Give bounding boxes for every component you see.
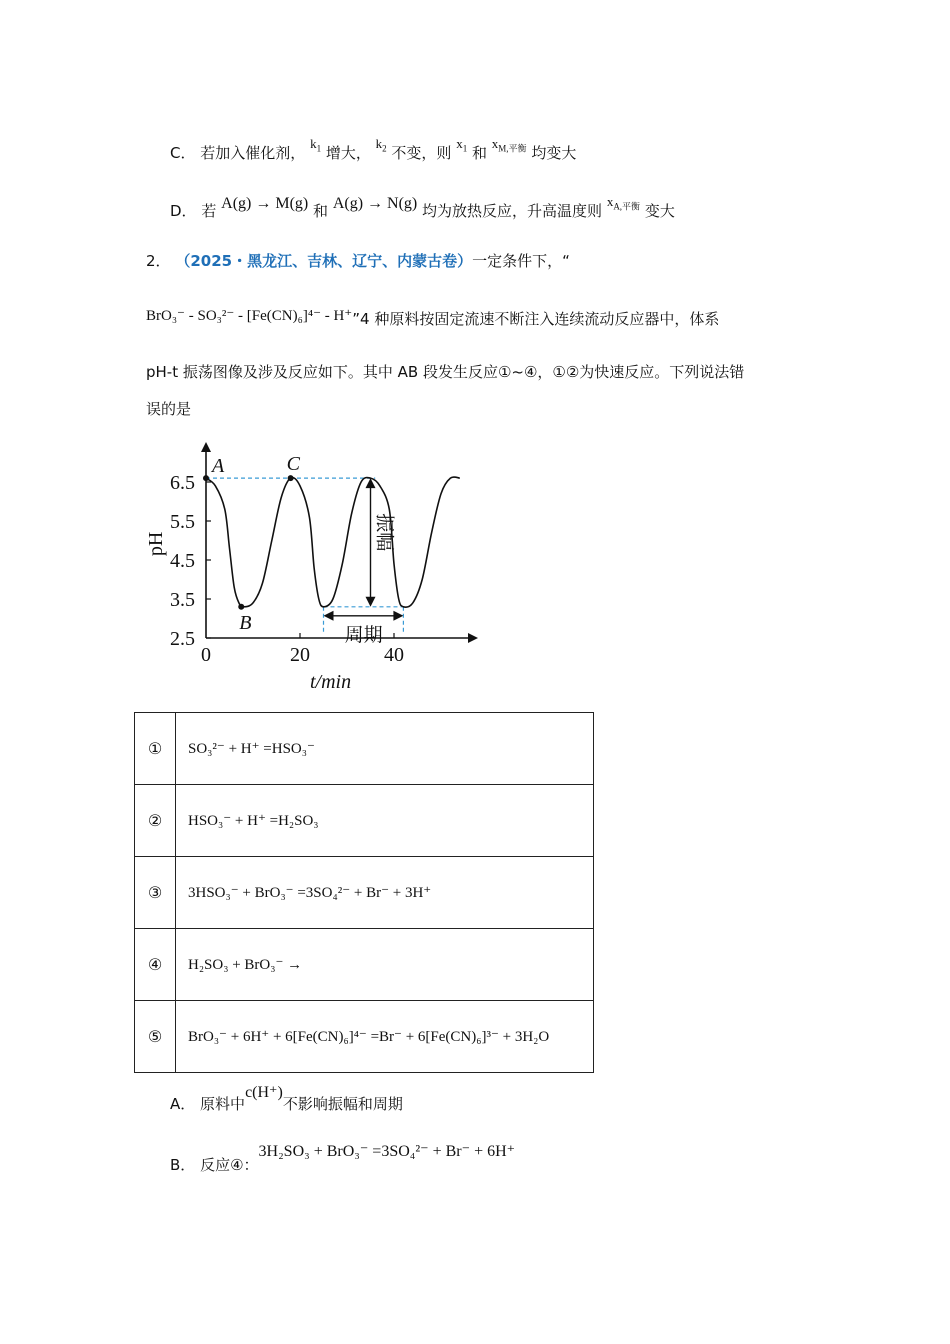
x-axis-label: t/min <box>310 671 352 693</box>
option-d-eq-1: A(g) → M(g) <box>221 195 309 212</box>
y-axis-label: pH <box>145 531 167 557</box>
option-c-text-2: 增大， <box>325 144 371 162</box>
reaction-equation: 3HSO₃⁻ + BrO₃⁻ =3SO₄²⁻ + Br⁻ + 3H⁺ <box>176 857 594 929</box>
y-tick-label: 6.5 <box>170 472 195 494</box>
reaction-number: ④ <box>135 929 176 1001</box>
question-line-2 <box>146 308 719 329</box>
option-b-eq: 3H₂SO₃ + BrO₃⁻ =3SO₄²⁻ + Br⁻ + 6H⁺ <box>258 1143 516 1160</box>
reaction-number: ③ <box>135 857 176 929</box>
option-a-conc: c(H⁺) <box>245 1084 283 1101</box>
reaction-equation: H₂SO₃ + BrO₃⁻ → <box>176 929 594 1001</box>
option-c-label: C． <box>170 144 196 162</box>
y-tick-label: 4.5 <box>170 550 195 572</box>
reaction-number: ⑤ <box>135 1001 176 1073</box>
point-c <box>288 475 294 481</box>
reaction-number: ① <box>135 713 176 785</box>
point-label-c: C <box>286 453 300 476</box>
question-text-2: ”4 种原料按固定流速不断注入连续流动反应器中，体系 <box>352 310 720 328</box>
period-arrow-head-right <box>393 611 403 621</box>
point-label-a: A <box>212 455 225 478</box>
option-d-eq-2: A(g) → N(g) <box>332 195 418 212</box>
y-tick-label: 3.5 <box>170 589 195 611</box>
ph-time-chart <box>140 438 480 698</box>
option-a <box>170 1084 403 1114</box>
xa-symbol: $x_{A,平衡}$ <box>606 194 641 212</box>
reaction-row <box>135 785 594 857</box>
option-c-text-5: 均变大 <box>531 144 577 162</box>
option-c-text-3: 不变，则 <box>391 144 452 162</box>
ph-curve <box>206 477 460 607</box>
reaction-number: ② <box>135 785 176 857</box>
y-axis-arrow <box>201 442 211 452</box>
amplitude-arrow-head-bottom <box>366 597 376 607</box>
question-number: 2． <box>146 252 171 270</box>
question-text-1: 一定条件下，“ <box>472 252 570 270</box>
x-tick-label: 20 <box>290 644 310 666</box>
option-c-text-1: 若加入催化剂， <box>200 144 306 162</box>
k2-symbol: $k_2$ <box>375 136 387 154</box>
x-tick-label: 40 <box>384 644 404 666</box>
option-d-text-2: 和 <box>313 202 329 220</box>
x-tick-label: 0 <box>201 644 211 666</box>
reaction-equation: HSO₃⁻ + H⁺ =H₂SO₃ <box>176 785 594 857</box>
option-b-text-1: 反应④： <box>200 1156 259 1174</box>
point-a <box>203 475 209 481</box>
period-label: 周期 <box>344 623 383 646</box>
reactions-table <box>134 712 594 1073</box>
option-c-text-4: 和 <box>472 144 488 162</box>
x1-symbol: $x_1$ <box>456 136 468 154</box>
option-d-text-1: 若 <box>201 202 217 220</box>
k1-symbol: $k_1$ <box>310 136 322 154</box>
reaction-row <box>135 857 594 929</box>
option-d-text-3: 均为放热反应，升高温度则 <box>422 202 603 220</box>
point-b <box>238 604 244 610</box>
option-d-text-4: 变大 <box>644 202 675 220</box>
reaction-row <box>135 713 594 785</box>
y-tick-label: 2.5 <box>170 628 195 650</box>
question-line-4: 误的是 <box>146 400 192 418</box>
option-b-label: B． <box>170 1156 196 1174</box>
option-c <box>170 136 577 165</box>
amplitude-label: 振幅 <box>373 513 396 552</box>
x-axis-arrow <box>468 633 478 643</box>
question-line-3: pH-t 振荡图像及涉及反应如下。其中 AB 段发生反应①~④，①②为快速反应。下列说法错 <box>146 363 745 381</box>
option-a-text-1: 原料中 <box>200 1095 246 1113</box>
reagents-formula: BrO₃⁻ - SO₃²⁻ - [Fe(CN)₆]⁴⁻ - H⁺ <box>146 308 353 324</box>
option-d-label: D． <box>170 202 197 220</box>
y-tick-label: 5.5 <box>170 511 195 533</box>
option-d <box>170 194 675 223</box>
option-a-label: A． <box>170 1095 196 1113</box>
point-label-b: B <box>239 611 252 634</box>
period-arrow-head-left <box>324 611 334 621</box>
reaction-row <box>135 929 594 1001</box>
reaction-equation: BrO₃⁻ + 6H⁺ + 6[Fe(CN)₆]⁴⁻ =Br⁻ + 6[Fe(CN)₆]³⁻ + 3H₂O <box>176 1001 594 1073</box>
option-a-text-2: 不影响振幅和周期 <box>282 1095 403 1113</box>
xm-symbol: $x_{M,平衡}$ <box>491 136 527 154</box>
reaction-row <box>135 1001 594 1073</box>
question-header <box>146 250 570 271</box>
question-source: （2025・黑龙江、吉林、辽宁、内蒙古卷） <box>175 252 473 270</box>
reaction-equation: SO₃²⁻ + H⁺ =HSO₃⁻ <box>176 713 594 785</box>
option-b <box>170 1143 516 1175</box>
